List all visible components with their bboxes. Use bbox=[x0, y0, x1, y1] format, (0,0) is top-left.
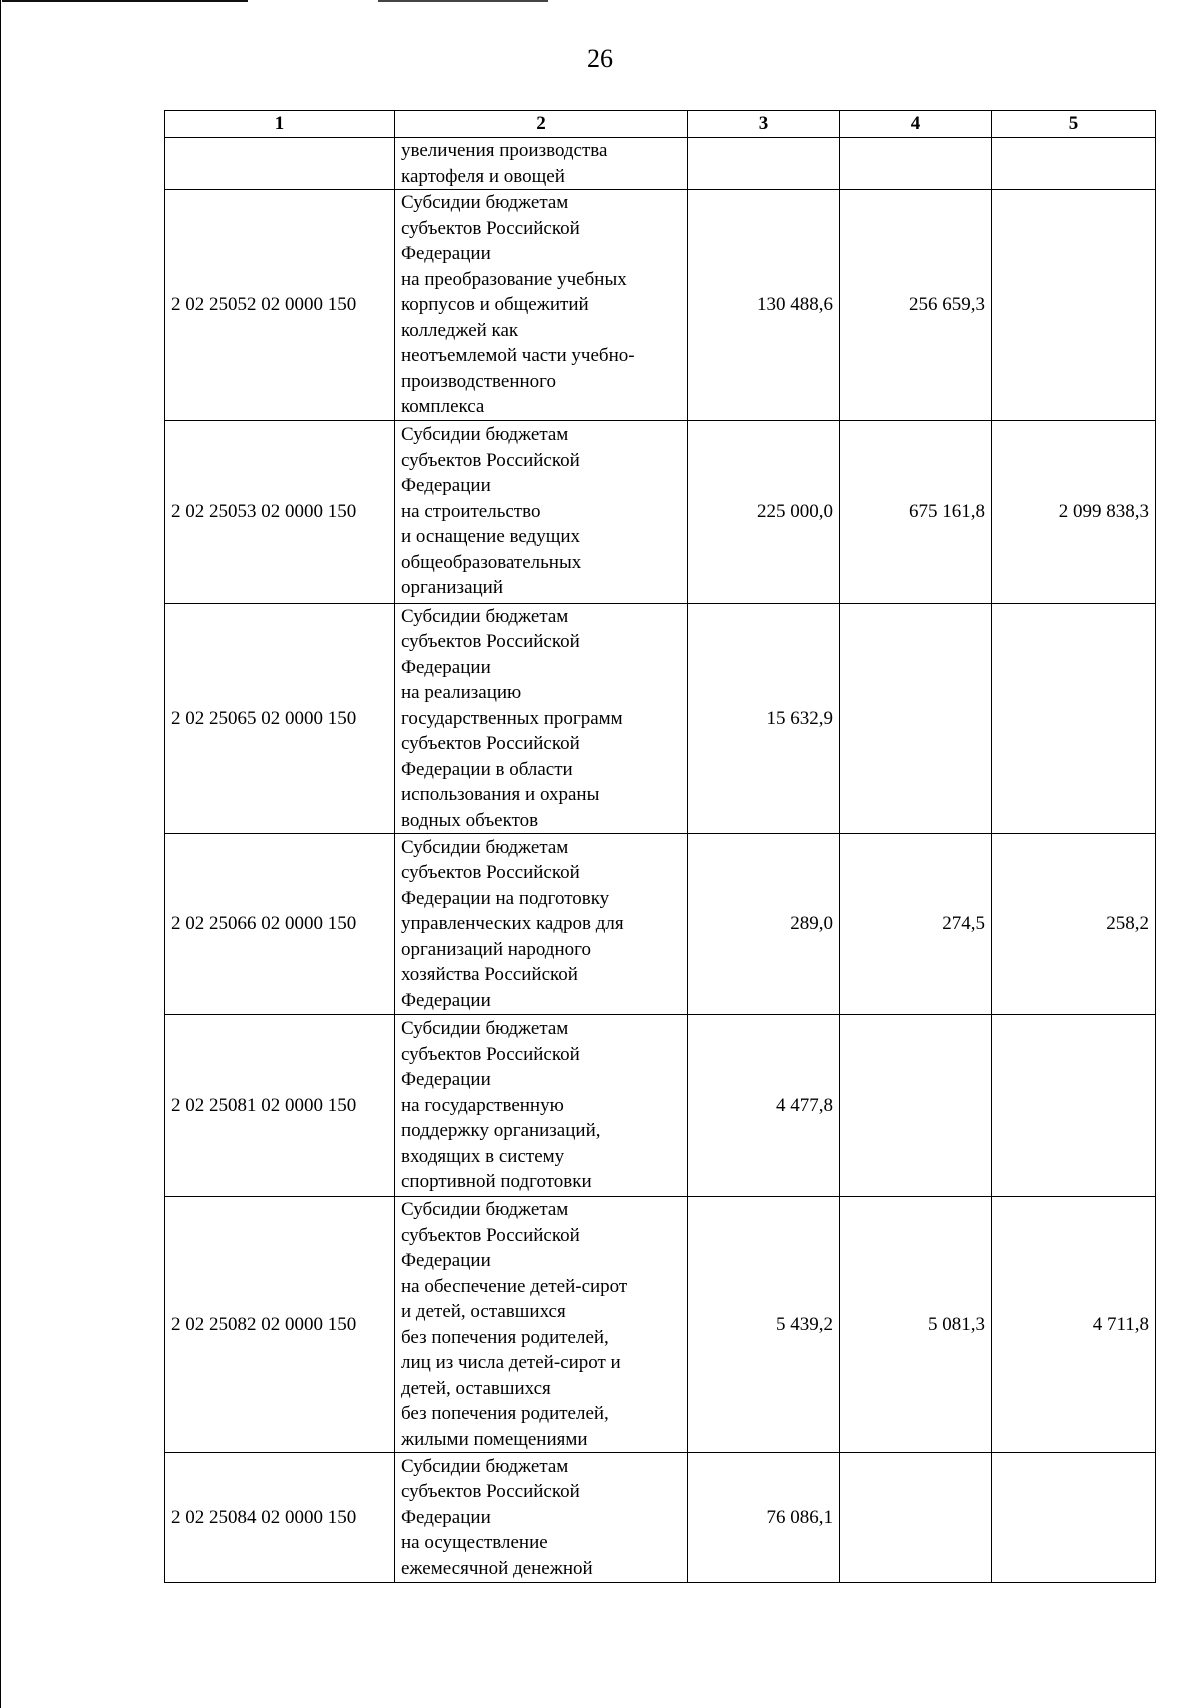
description-cell bbox=[395, 190, 688, 421]
description-cell bbox=[395, 603, 688, 834]
description-line: организаций народного bbox=[401, 938, 591, 960]
column-header: 5 bbox=[992, 111, 1156, 138]
budget-code-cell: 2 02 25084 02 0000 150 bbox=[165, 1453, 395, 1583]
column-header: 1 bbox=[165, 111, 395, 138]
description-line: субъектов Российской bbox=[401, 733, 580, 754]
description-line: входящих в систему bbox=[401, 1145, 565, 1167]
amount-cell-col5: 258,2 bbox=[992, 834, 1156, 1015]
description-cell bbox=[395, 138, 688, 190]
amount-cell-col3: 289,0 bbox=[688, 834, 840, 1015]
amount-cell-col5 bbox=[992, 603, 1156, 834]
column-header: 2 bbox=[395, 111, 688, 138]
description-line: управленческих кадров для bbox=[401, 913, 624, 935]
description-line: увеличения производства bbox=[401, 140, 608, 161]
description-cell bbox=[395, 1015, 688, 1197]
description-line: спортивной подготовки bbox=[401, 1171, 592, 1193]
amount-cell-col4: 675 161,8 bbox=[840, 420, 992, 603]
description-line: субъектов Российской bbox=[401, 631, 580, 652]
description-line: Субсидии бюджетам bbox=[401, 1018, 569, 1040]
description-line: на строительство bbox=[401, 500, 541, 522]
description-line: неотъемлемой части учебно- bbox=[401, 345, 635, 366]
description-line: детей, оставшихся bbox=[401, 1377, 551, 1399]
description-line: Федерации bbox=[401, 1069, 491, 1091]
table-row bbox=[165, 420, 1156, 603]
description-line: субъектов Российской bbox=[401, 449, 580, 471]
amount-cell-col5: 2 099 838,3 bbox=[992, 420, 1156, 603]
table-row bbox=[165, 603, 1156, 834]
description-line: комплекса bbox=[401, 396, 485, 417]
amount-cell-col5 bbox=[992, 190, 1156, 421]
description-cell bbox=[395, 1197, 688, 1453]
description-line: Субсидии бюджетам bbox=[401, 424, 569, 446]
budget-code-cell: 2 02 25081 02 0000 150 bbox=[165, 1015, 395, 1197]
amount-cell-col5 bbox=[992, 1453, 1156, 1583]
description-line: Федерации bbox=[401, 1250, 491, 1271]
description-line: Субсидии бюджетам bbox=[401, 836, 569, 858]
amount-cell-col4: 256 659,3 bbox=[840, 190, 992, 421]
description-line: Субсидии бюджетам bbox=[401, 192, 569, 213]
description-line: организаций bbox=[401, 577, 504, 599]
description-line: картофеля и овощей bbox=[401, 165, 565, 187]
amount-cell-col5: 4 711,8 bbox=[992, 1197, 1156, 1453]
description-line: субъектов Российской bbox=[401, 862, 580, 884]
description-line: на преобразование учебных bbox=[401, 268, 627, 290]
description-line: ежемесячной денежной bbox=[401, 1557, 593, 1579]
amount-cell-col3: 76 086,1 bbox=[688, 1453, 840, 1583]
description-cell bbox=[395, 834, 688, 1015]
budget-table bbox=[164, 110, 1156, 1583]
description-line: Федерации на подготовку bbox=[401, 887, 610, 909]
table-row bbox=[165, 138, 1156, 190]
description-line: Федерации bbox=[401, 243, 491, 264]
budget-code-cell: 2 02 25053 02 0000 150 bbox=[165, 420, 395, 603]
amount-cell-col4 bbox=[840, 138, 992, 190]
amount-cell-col3 bbox=[688, 138, 840, 190]
amount-cell-col3: 130 488,6 bbox=[688, 190, 840, 421]
table-row bbox=[165, 1197, 1156, 1453]
description-line: водных объектов bbox=[401, 809, 539, 831]
description-line: Субсидии бюджетам bbox=[401, 605, 569, 627]
description-line: Субсидии бюджетам bbox=[401, 1199, 569, 1220]
table-row bbox=[165, 834, 1156, 1015]
description-line: Федерации в области bbox=[401, 758, 573, 780]
amount-cell-col5 bbox=[992, 1015, 1156, 1197]
description-line: общеобразовательных bbox=[401, 551, 582, 573]
scan-edge-top bbox=[378, 0, 548, 2]
budget-code-cell: 2 02 25065 02 0000 150 bbox=[165, 603, 395, 834]
table-header-row bbox=[165, 111, 1156, 138]
description-line: на государственную bbox=[401, 1094, 564, 1116]
description-line: Федерации bbox=[401, 1506, 491, 1528]
description-cell bbox=[395, 420, 688, 603]
scan-edge-top bbox=[2, 0, 248, 2]
description-line: Федерации bbox=[401, 475, 491, 497]
description-line: Федерации bbox=[401, 989, 491, 1011]
description-line: субъектов Российской bbox=[401, 1224, 580, 1246]
description-line: колледжей как bbox=[401, 319, 519, 341]
amount-cell-col4: 274,5 bbox=[840, 834, 992, 1015]
description-line: на обеспечение детей-сирот bbox=[401, 1275, 628, 1297]
amount-cell-col3: 225 000,0 bbox=[688, 420, 840, 603]
description-line: поддержку организаций, bbox=[401, 1120, 601, 1142]
description-line: и оснащение ведущих bbox=[401, 526, 581, 548]
description-cell bbox=[395, 1453, 688, 1583]
amount-cell-col3: 4 477,8 bbox=[688, 1015, 840, 1197]
table-row bbox=[165, 190, 1156, 421]
amount-cell-col4 bbox=[840, 603, 992, 834]
description-line: на реализацию bbox=[401, 682, 522, 703]
description-line: субъектов Российской bbox=[401, 217, 580, 239]
column-header: 4 bbox=[840, 111, 992, 138]
description-line: жилыми помещениями bbox=[401, 1428, 588, 1450]
amount-cell-col3: 5 439,2 bbox=[688, 1197, 840, 1453]
description-line: производственного bbox=[401, 370, 556, 392]
description-line: без попечения родителей, bbox=[401, 1403, 609, 1424]
description-line: государственных программ bbox=[401, 707, 623, 729]
amount-cell-col3: 15 632,9 bbox=[688, 603, 840, 834]
description-line: субъектов Российской bbox=[401, 1481, 580, 1503]
table-row bbox=[165, 1453, 1156, 1583]
description-line: хозяйства Российской bbox=[401, 964, 578, 986]
amount-cell-col4: 5 081,3 bbox=[840, 1197, 992, 1453]
amount-cell-col4 bbox=[840, 1453, 992, 1583]
amount-cell-col4 bbox=[840, 1015, 992, 1197]
budget-code-cell bbox=[165, 138, 395, 190]
description-line: и детей, оставшихся bbox=[401, 1301, 566, 1322]
budget-code-cell: 2 02 25052 02 0000 150 bbox=[165, 190, 395, 421]
description-line: лиц из числа детей-сирот и bbox=[401, 1352, 621, 1373]
table-row bbox=[165, 1015, 1156, 1197]
column-header: 3 bbox=[688, 111, 840, 138]
description-line: на осуществление bbox=[401, 1532, 548, 1554]
description-line: Федерации bbox=[401, 656, 491, 678]
description-line: субъектов Российской bbox=[401, 1043, 580, 1065]
description-line: без попечения родителей, bbox=[401, 1326, 609, 1348]
scan-edge-left bbox=[0, 0, 1, 1708]
description-line: корпусов и общежитий bbox=[401, 294, 589, 315]
description-line: использования и охраны bbox=[401, 784, 600, 805]
amount-cell-col5 bbox=[992, 138, 1156, 190]
description-line: Субсидии бюджетам bbox=[401, 1455, 569, 1477]
budget-code-cell: 2 02 25066 02 0000 150 bbox=[165, 834, 395, 1015]
page-number: 26 bbox=[587, 44, 613, 73]
budget-code-cell: 2 02 25082 02 0000 150 bbox=[165, 1197, 395, 1453]
